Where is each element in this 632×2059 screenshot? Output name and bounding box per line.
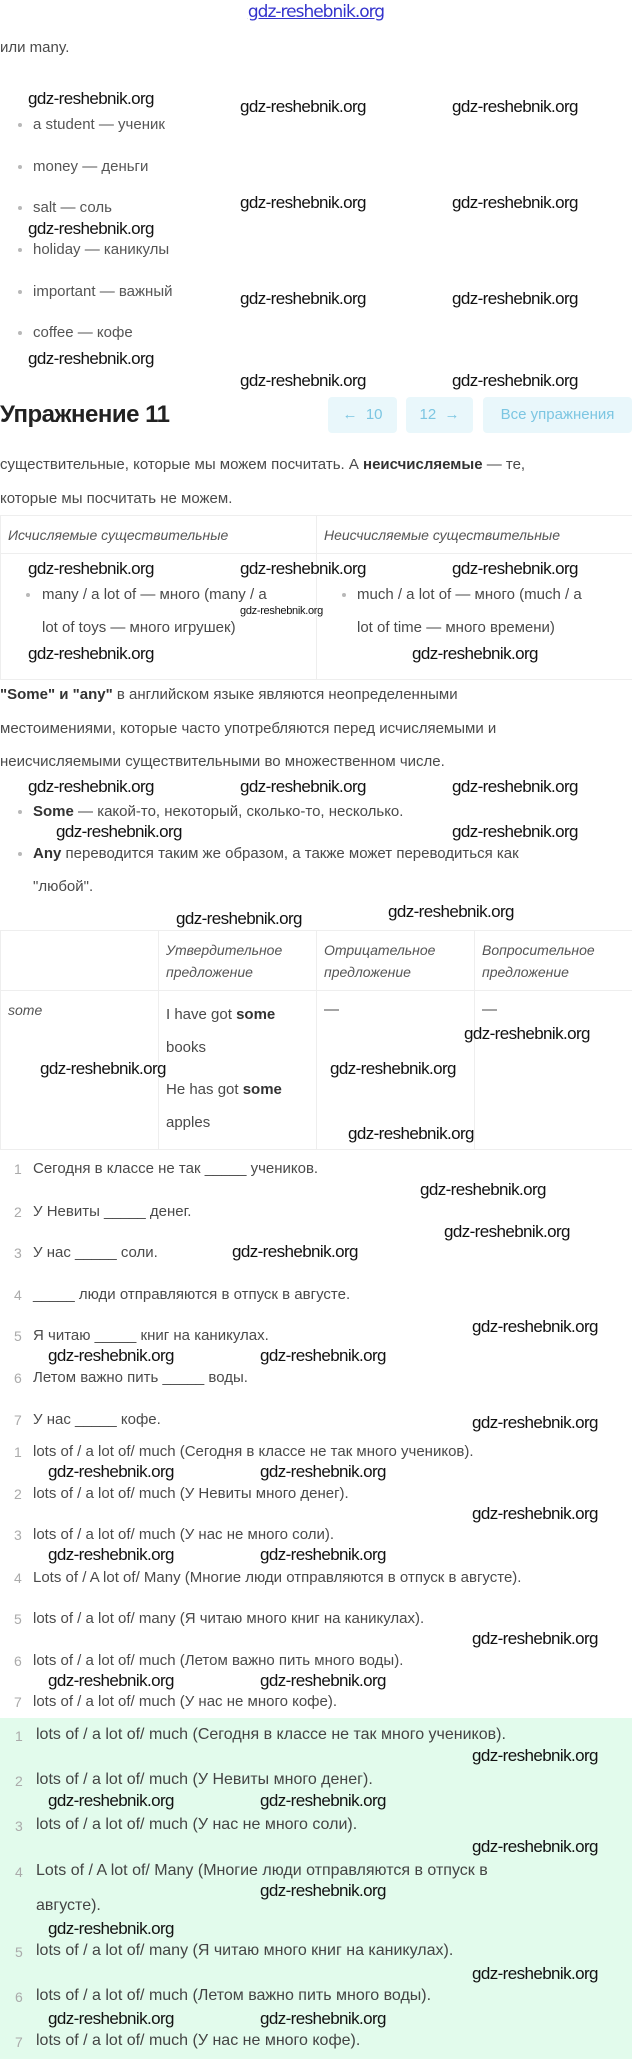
item-number: 5 xyxy=(14,1611,22,1627)
item-number: 3 xyxy=(14,1245,22,1261)
item-number: 5 xyxy=(15,1944,23,1960)
watermark-text: gdz-reshebnik.org xyxy=(48,1791,174,1810)
exercise-title: Упражнение 11 xyxy=(0,401,170,428)
prev-exercise-label: 10 xyxy=(365,406,383,423)
watermark-text: gdz-reshebnik.org xyxy=(348,1124,474,1143)
example-sentence: I have got some xyxy=(166,1006,276,1023)
item-number: 6 xyxy=(14,1370,22,1386)
item-number: 2 xyxy=(14,1486,22,1502)
watermark-text: gdz-reshebnik.org xyxy=(56,822,182,841)
some-any-para-3: неисчисляемыми существительными во множественном числе. xyxy=(0,753,445,770)
table-divider xyxy=(316,515,317,679)
next-exercise-label: 12 xyxy=(419,406,437,423)
item-number: 3 xyxy=(15,1818,23,1834)
item-number: 4 xyxy=(14,1287,22,1303)
watermark-text: gdz-reshebnik.org xyxy=(176,909,302,928)
item-number: 1 xyxy=(14,1161,22,1177)
watermark-text: gdz-reshebnik.org xyxy=(330,1059,456,1078)
answer-item: lots of / a lot of/ much (У Невиты много денег). xyxy=(33,1485,349,1502)
watermark-text: gdz-reshebnik.org xyxy=(464,1024,590,1043)
bullet-icon xyxy=(342,593,346,597)
task-item: Я читаю _____ книг на каникулах. xyxy=(33,1327,269,1344)
vocab-item: a student — ученик xyxy=(33,116,165,133)
vocab-item: salt — соль xyxy=(33,199,112,216)
vocab-item: important — важный xyxy=(33,283,173,300)
watermark-text: gdz-reshebnik.org xyxy=(452,559,578,578)
watermark-text: gdz-reshebnik.org xyxy=(260,2009,386,2028)
watermark-text: gdz-reshebnik.org xyxy=(452,371,578,390)
watermark-text: gdz-reshebnik.org xyxy=(48,1671,174,1690)
item-number: 3 xyxy=(14,1527,22,1543)
item-number: 7 xyxy=(14,1694,22,1710)
table-header: предложение xyxy=(166,964,253,980)
example-sentence: apples xyxy=(166,1114,211,1131)
item-number: 2 xyxy=(14,1204,22,1220)
bullet-icon xyxy=(18,206,22,210)
table-header: Утвердительное xyxy=(166,942,283,958)
theory-line-2: которые мы посчитать не можем. xyxy=(0,490,233,507)
watermark-text: gdz-reshebnik.org xyxy=(452,777,578,796)
watermark-text: gdz-reshebnik.org xyxy=(28,219,154,238)
answer-item: lots of / a lot of/ much (У нас не много кофе). xyxy=(33,1693,338,1710)
watermark-text: gdz-reshebnik.org xyxy=(388,902,514,921)
watermark-text: gdz-reshebnik.org xyxy=(472,1964,598,1983)
bullet-icon xyxy=(18,810,22,814)
watermark-text: gdz-reshebnik.org xyxy=(452,97,578,116)
watermark-text: gdz-reshebnik.org xyxy=(48,1545,174,1564)
theory-line-1: существительные, которые мы можем посчитать. А неисчисляемые — те, xyxy=(0,456,526,473)
watermark-text: gdz-reshebnik.org xyxy=(472,1837,598,1856)
bullet-icon xyxy=(18,123,22,127)
table-divider xyxy=(316,930,317,1149)
some-definition: Some — какой-то, некоторый, сколько-то, несколько. xyxy=(33,803,404,820)
task-item: У нас _____ кофе. xyxy=(33,1411,161,1428)
answer-item: Lots of / A lot of/ Many (Многие люди отправляются в отпуск в августе). xyxy=(33,1569,522,1586)
watermark-text: gdz-reshebnik.org xyxy=(472,1629,598,1648)
vocab-item: money — деньги xyxy=(33,158,149,175)
watermark-text: gdz-reshebnik.org xyxy=(260,1881,386,1900)
answer-item: lots of / a lot of/ many (Я читаю много книг на каникулах). xyxy=(33,1610,425,1627)
table-cell: many / a lot of — много (many / a xyxy=(42,586,267,603)
next-exercise-button[interactable] xyxy=(406,397,473,433)
answer-item: lots of / a lot of/ much (Летом важно пить много воды). xyxy=(36,1987,432,2004)
watermark-text: gdz-reshebnik.org xyxy=(240,605,323,617)
some-any-para-1: "Some" и "any" в английском языке являются неопределенными xyxy=(0,686,458,703)
table-cell: lot of toys — много игрушек) xyxy=(42,619,236,636)
table-header: предложение xyxy=(482,964,569,980)
task-item: Сегодня в классе не так _____ учеников. xyxy=(33,1160,319,1177)
task-item: У нас _____ соли. xyxy=(33,1244,158,1261)
watermark-text: gdz-reshebnik.org xyxy=(240,559,366,578)
bullet-icon xyxy=(18,165,22,169)
prev-exercise-button[interactable] xyxy=(328,397,397,433)
bullet-icon xyxy=(26,593,30,597)
arrow-left-icon: ← xyxy=(342,406,366,423)
watermark-text: gdz-reshebnik.org xyxy=(28,777,154,796)
table-divider xyxy=(474,930,475,1149)
answer-item: lots of / a lot of/ much (У Невиты много денег). xyxy=(36,1771,373,1788)
watermark-text: gdz-reshebnik.org xyxy=(472,1504,598,1523)
item-number: 1 xyxy=(14,1444,22,1460)
watermark-text: gdz-reshebnik.org xyxy=(240,777,366,796)
watermark-text: gdz-reshebnik.org xyxy=(452,289,578,308)
negative-cell: — xyxy=(324,1001,339,1018)
example-sentence: books xyxy=(166,1039,207,1056)
watermark-text: gdz-reshebnik.org xyxy=(452,193,578,212)
table-cell: lot of time — много времени) xyxy=(357,619,555,636)
item-number: 5 xyxy=(14,1328,22,1344)
table-header: Вопросительное xyxy=(482,942,595,958)
item-number: 4 xyxy=(14,1570,22,1586)
answer-item: lots of / a lot of/ much (У нас не много кофе). xyxy=(36,2032,361,2049)
answer-item: lots of / a lot of/ much (Сегодня в классе не так много учеников). xyxy=(33,1443,474,1460)
task-item: У Невиты _____ денег. xyxy=(33,1203,192,1220)
vocab-item: coffee — кофе xyxy=(33,324,133,341)
some-any-para-2: местоимениями, которые часто употребляются перед исчисляемыми и xyxy=(0,720,497,737)
answer-item: lots of / a lot of/ much (Сегодня в классе не так много учеников). xyxy=(36,1726,506,1743)
item-number: 6 xyxy=(15,1989,23,2005)
item-number: 1 xyxy=(15,1728,23,1744)
bullet-icon xyxy=(18,852,22,856)
answer-item-cont: августе). xyxy=(36,1897,101,1914)
watermark-text: gdz-reshebnik.org xyxy=(260,1671,386,1690)
answer-item: lots of / a lot of/ much (У нас не много соли). xyxy=(33,1526,335,1543)
bullet-icon xyxy=(18,290,22,294)
table-header: Отрицательное xyxy=(324,942,436,958)
watermark-text: gdz-reshebnik.org xyxy=(48,1919,174,1938)
watermark-text: gdz-reshebnik.org xyxy=(40,1059,166,1078)
item-number: 2 xyxy=(15,1773,23,1789)
watermark-text: gdz-reshebnik.org xyxy=(240,193,366,212)
table-row-label: some xyxy=(8,1002,43,1018)
item-number: 4 xyxy=(15,1864,23,1880)
watermark-text: gdz-reshebnik.org xyxy=(260,1346,386,1365)
watermark-text: gdz-reshebnik.org xyxy=(240,97,366,116)
watermark-text: gdz-reshebnik.org xyxy=(240,289,366,308)
watermark-text: gdz-reshebnik.org xyxy=(412,644,538,663)
question-cell: — xyxy=(482,1001,497,1018)
answer-item: Lots of / A lot of/ Many (Многие люди отправляются в отпуск в xyxy=(36,1862,488,1879)
vocab-item: holiday — каникулы xyxy=(33,241,170,258)
watermark-text: gdz-reshebnik.org xyxy=(48,2009,174,2028)
watermark-text: gdz-reshebnik.org xyxy=(420,1180,546,1199)
table-cell: much / a lot of — много (much / a xyxy=(357,586,582,603)
watermark-text: gdz-reshebnik.org xyxy=(232,1242,358,1261)
task-item: _____ люди отправляются в отпуск в августе. xyxy=(33,1286,351,1303)
example-sentence: He has got some xyxy=(166,1081,282,1098)
answer-item: lots of / a lot of/ much (Летом важно пить много воды). xyxy=(33,1652,404,1669)
watermark-text: gdz-reshebnik.org xyxy=(260,1462,386,1481)
item-number: 6 xyxy=(14,1653,22,1669)
intro-tail: или many. xyxy=(0,39,70,56)
watermark-text: gdz-reshebnik.org xyxy=(260,1791,386,1810)
watermark-text: gdz-reshebnik.org xyxy=(452,822,578,841)
watermark-text: gdz-reshebnik.org xyxy=(28,644,154,663)
bullet-icon xyxy=(18,331,22,335)
table-header: Исчисляемые существительные xyxy=(8,527,229,543)
any-definition: Any переводится таким же образом, а также может переводиться как xyxy=(33,845,519,862)
bullet-icon xyxy=(18,248,22,252)
table-header: предложение xyxy=(324,964,411,980)
task-item: Летом важно пить _____ воды. xyxy=(33,1369,248,1386)
item-number: 7 xyxy=(14,1412,22,1428)
table-header: Неисчисляемые существительные xyxy=(324,527,561,543)
watermark-text: gdz-reshebnik.org xyxy=(260,1545,386,1564)
watermark-text: gdz-reshebnik.org xyxy=(444,1222,570,1241)
watermark-text: gdz-reshebnik.org xyxy=(28,89,154,108)
watermark-text: gdz-reshebnik.org xyxy=(48,1462,174,1481)
watermark-text: gdz-reshebnik.org xyxy=(472,1413,598,1432)
watermark-text: gdz-reshebnik.org xyxy=(28,559,154,578)
table-divider xyxy=(158,930,159,1149)
watermark-text: gdz-reshebnik.org xyxy=(472,1746,598,1765)
watermark-text: gdz-reshebnik.org xyxy=(472,1317,598,1336)
any-definition-cont: "любой". xyxy=(33,878,94,895)
answer-item: lots of / a lot of/ much (У нас не много соли). xyxy=(36,1816,358,1833)
all-exercises-button[interactable]: Все упражнения xyxy=(483,397,632,433)
watermark-text: gdz-reshebnik.org xyxy=(28,349,154,368)
site-watermark-link[interactable]: gdz-reshebnik.org xyxy=(247,2,385,22)
item-number: 7 xyxy=(15,2034,23,2050)
answer-item: lots of / a lot of/ many (Я читаю много книг на каникулах). xyxy=(36,1942,454,1959)
watermark-text: gdz-reshebnik.org xyxy=(48,1346,174,1365)
watermark-text: gdz-reshebnik.org xyxy=(240,371,366,390)
arrow-right-icon: → xyxy=(436,406,460,423)
